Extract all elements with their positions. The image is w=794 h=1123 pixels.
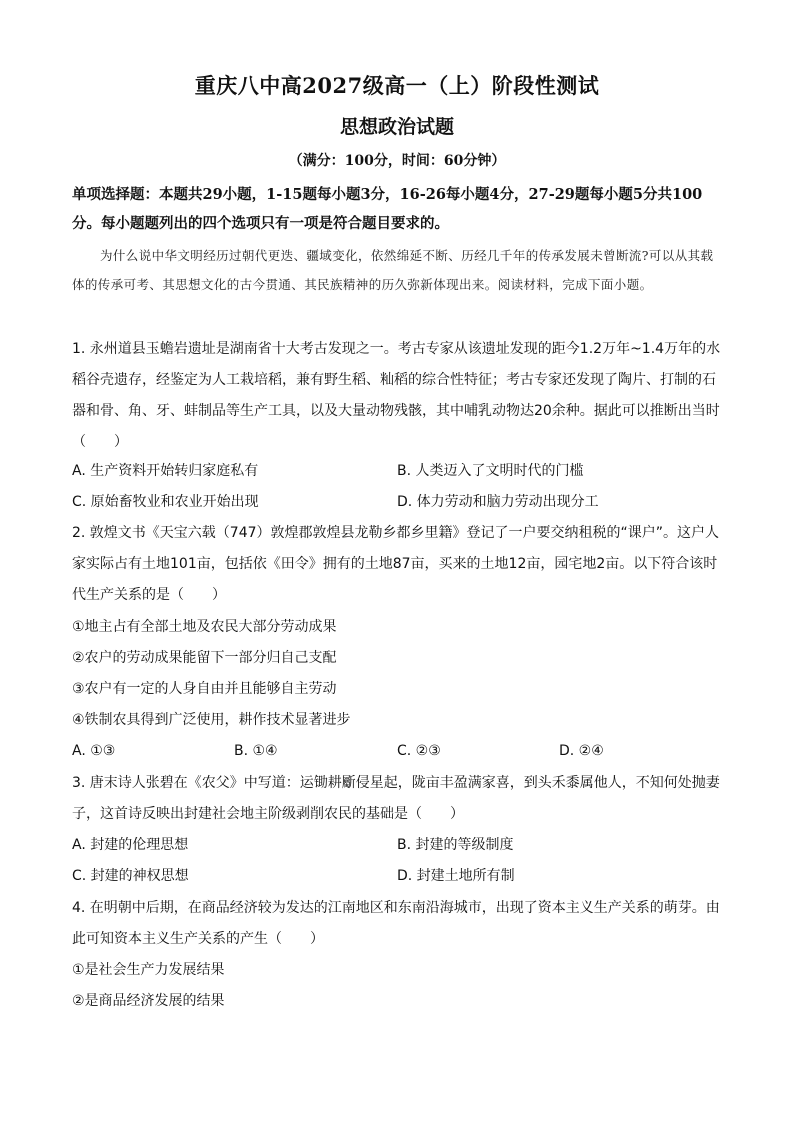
- question-2-options-row: [72, 736, 724, 767]
- question-2-item-3: ③农户有一定的人身自由并且能够自主劳动: [72, 681, 337, 697]
- question-3-option-b: B. 封建的等级制度: [397, 837, 514, 853]
- question-3-option-a: A. 封建的伦理思想: [72, 837, 189, 853]
- question-3-option-d: D. 封建土地所有制: [397, 868, 515, 884]
- question-1-options-row-2: [72, 487, 724, 518]
- question-2-item-4: ④铁制农具得到广泛使用，耕作技术显著进步: [72, 712, 351, 728]
- question-2-option-b: B. ①④: [234, 743, 278, 759]
- question-2-stem: 2. 敦煌文书《天宝六载（747）敦煌郡敦煌县龙勒乡都乡里籍》登记了一户要交纳租税的“课户”。这户人家实际占有土地101亩，包括依《田令》拥有的土地87亩，买来的土地12亩，园宅地2亩。以下符合该时代生产关系的是（ ）: [72, 525, 720, 603]
- reading-intro: 为什么说中华文明经历过朝代更迭、疆域变化，依然绵延不断、历经几千年的传承发展未曾断流?可以从其载体的传承可考、其思想文化的古今贯通、其民族精神的历久弥新体现出来。阅读材料，完成下面小题。: [72, 248, 714, 292]
- question-2-item-1: ①地主占有全部土地及农民大部分劳动成果: [72, 619, 337, 635]
- question-3-options-row-1: [72, 830, 724, 861]
- question-1-option-c: C. 原始畜牧业和农业开始出现: [72, 494, 259, 510]
- question-1-option-b: B. 人类迈入了文明时代的门槛: [397, 463, 584, 479]
- question-3-options-row-2: [72, 861, 724, 892]
- page-title: 重庆八中高2027级高一（上）阶段性测试: [194, 73, 600, 98]
- question-1-option-d: D. 体力劳动和脑力劳动出现分工: [397, 494, 599, 510]
- question-2-option-d: D. ②④: [559, 743, 604, 759]
- question-4-item-2: ②是商品经济发展的结果: [72, 993, 225, 1009]
- question-1-option-a: A. 生产资料开始转归家庭私有: [72, 463, 259, 479]
- question-3-stem: 3. 唐末诗人张碧在《农父》中写道：运锄耕斸侵星起，陇亩丰盈满家喜，到头禾黍属他人，不知何处抛妻子，这首诗反映出封建社会地主阶级剥削农民的基础是（ ）: [72, 775, 720, 822]
- question-1-stem: 1. 永州道县玉蟾岩遗址是湖南省十大考古发现之一。考古专家从该遗址发现的距今1.2万年~1.4万年的水稻谷壳遗存，经鉴定为人工栽培稻，兼有野生稻、籼稻的综合性特征；考古专家还发现了陶片、打制的石器和骨、角、牙、蚌制品等生产工具，以及大量动物残骸，其中哺乳动物达20余种。据此可以推断出当时（ ）: [72, 341, 721, 450]
- question-2-item-2: ②农户的劳动成果能留下一部分归自己支配: [72, 650, 337, 666]
- question-3-option-c: C. 封建的神权思想: [72, 868, 189, 884]
- question-2-option-c: C. ②③: [397, 743, 441, 759]
- section-instructions: 单项选择题：本题共29小题，1-15题每小题3分，16-26每小题4分，27-29题每小题5分共100分。每小题题列出的四个选项只有一项是符合题目要求的。: [72, 186, 703, 232]
- score-time-note: （满分：100分，时间：60分钟）: [288, 153, 506, 169]
- question-4-stem: 4. 在明朝中后期，在商品经济较为发达的江南地区和东南沿海城市，出现了资本主义生产关系的萌芽。由此可知资本主义生产关系的产生（ ）: [72, 900, 720, 947]
- subject-title: 思想政治试题: [339, 116, 454, 138]
- question-2-option-a: A. ①③: [72, 743, 116, 759]
- question-1-options-row-1: [72, 456, 724, 487]
- question-4-item-1: ①是社会生产力发展结果: [72, 962, 225, 978]
